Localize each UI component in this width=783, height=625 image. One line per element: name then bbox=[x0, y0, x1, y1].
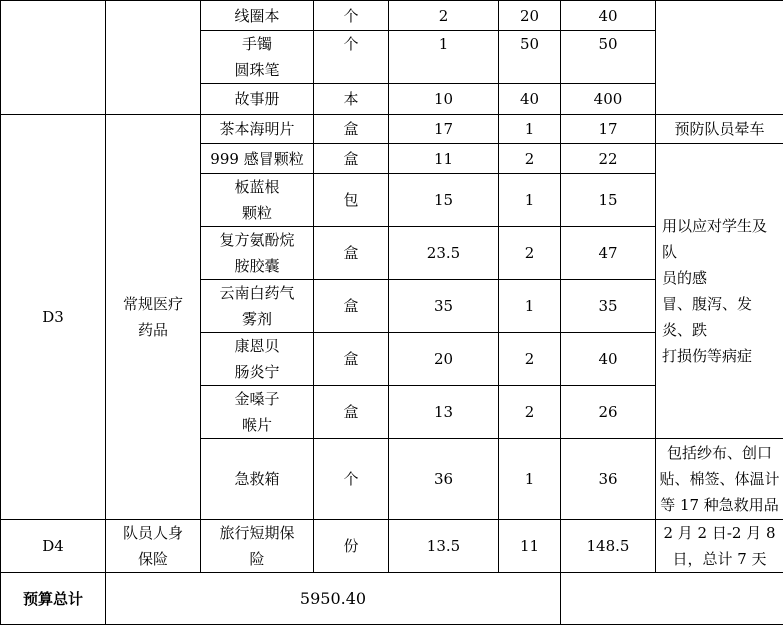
group-code: D3 bbox=[1, 115, 106, 520]
item-total: 148.5 bbox=[561, 520, 656, 573]
item-price: 36 bbox=[389, 439, 499, 520]
item-price: 20 bbox=[389, 333, 499, 386]
item-price: 13 bbox=[389, 386, 499, 439]
item-name: 金嗓子 喉片 bbox=[201, 386, 314, 439]
total-label: 预算总计 bbox=[1, 573, 106, 625]
item-price: 11 bbox=[389, 144, 499, 174]
item-unit: 盒 bbox=[314, 333, 389, 386]
item-name: 康恩贝 肠炎宁 bbox=[201, 333, 314, 386]
group-category: 队员人身 保险 bbox=[106, 520, 201, 573]
item-qty: 1 bbox=[499, 439, 561, 520]
item-note: 2 月 2 日-2 月 8 日，总计 7 天 bbox=[656, 520, 783, 573]
table-row bbox=[1, 1, 783, 31]
table-row bbox=[1, 520, 783, 573]
item-name: 复方氨酚烷 胺胶囊 bbox=[201, 227, 314, 280]
group-category: 常规医疗 药品 bbox=[106, 115, 201, 520]
item-unit: 个 bbox=[314, 1, 389, 31]
item-qty: 2 bbox=[499, 333, 561, 386]
item-note: 预防队员晕车 bbox=[656, 115, 783, 144]
total-value: 5950.40 bbox=[106, 573, 561, 625]
code-cell-empty bbox=[1, 1, 106, 115]
item-name: 线圈本 bbox=[201, 1, 314, 31]
item-qty: 20 bbox=[499, 1, 561, 31]
item-name: 茶本海明片 bbox=[201, 115, 314, 144]
item-total: 47 bbox=[561, 227, 656, 280]
item-price: 1 bbox=[389, 31, 499, 84]
item-unit: 包 bbox=[314, 174, 389, 227]
item-name: 板蓝根 颗粒 bbox=[201, 174, 314, 227]
item-price: 10 bbox=[389, 84, 499, 115]
item-note: 包括纱布、创口 贴、棉签、体温计 等 17 种急救用品 bbox=[656, 439, 783, 520]
item-qty: 2 bbox=[499, 227, 561, 280]
item-qty: 1 bbox=[499, 115, 561, 144]
item-name: 云南白药气 雾剂 bbox=[201, 280, 314, 333]
item-unit: 个 bbox=[314, 31, 389, 84]
item-total: 50 bbox=[561, 31, 656, 84]
item-qty: 40 bbox=[499, 84, 561, 115]
item-total: 17 bbox=[561, 115, 656, 144]
item-price: 2 bbox=[389, 1, 499, 31]
note-cell-empty bbox=[656, 1, 783, 115]
category-cell-empty bbox=[106, 1, 201, 115]
item-name: 急救箱 bbox=[201, 439, 314, 520]
item-price: 15 bbox=[389, 174, 499, 227]
table-row bbox=[1, 115, 783, 144]
item-price: 35 bbox=[389, 280, 499, 333]
item-total: 40 bbox=[561, 333, 656, 386]
item-name: 旅行短期保 险 bbox=[201, 520, 314, 573]
group-code: D4 bbox=[1, 520, 106, 573]
item-total: 400 bbox=[561, 84, 656, 115]
item-unit: 盒 bbox=[314, 386, 389, 439]
item-qty: 1 bbox=[499, 280, 561, 333]
item-price: 13.5 bbox=[389, 520, 499, 573]
item-unit: 盒 bbox=[314, 227, 389, 280]
item-price: 23.5 bbox=[389, 227, 499, 280]
item-price: 17 bbox=[389, 115, 499, 144]
item-total: 22 bbox=[561, 144, 656, 174]
item-unit: 份 bbox=[314, 520, 389, 573]
item-name: 故事册 bbox=[201, 84, 314, 115]
item-total: 15 bbox=[561, 174, 656, 227]
item-qty: 2 bbox=[499, 144, 561, 174]
item-name: 手镯 圆珠笔 bbox=[201, 31, 314, 84]
item-qty: 50 bbox=[499, 31, 561, 84]
item-name: 999 感冒颗粒 bbox=[201, 144, 314, 174]
item-unit: 盒 bbox=[314, 115, 389, 144]
item-total: 26 bbox=[561, 386, 656, 439]
medicine-note: 用以应对学生及队 员的感 冒、腹泻、发炎、跌 打损伤等病症 bbox=[656, 144, 783, 439]
item-unit: 本 bbox=[314, 84, 389, 115]
item-total: 40 bbox=[561, 1, 656, 31]
item-qty: 1 bbox=[499, 174, 561, 227]
item-unit: 个 bbox=[314, 439, 389, 520]
item-total: 35 bbox=[561, 280, 656, 333]
item-qty: 2 bbox=[499, 386, 561, 439]
item-qty: 11 bbox=[499, 520, 561, 573]
item-unit: 盒 bbox=[314, 280, 389, 333]
item-total: 36 bbox=[561, 439, 656, 520]
item-unit: 盒 bbox=[314, 144, 389, 174]
